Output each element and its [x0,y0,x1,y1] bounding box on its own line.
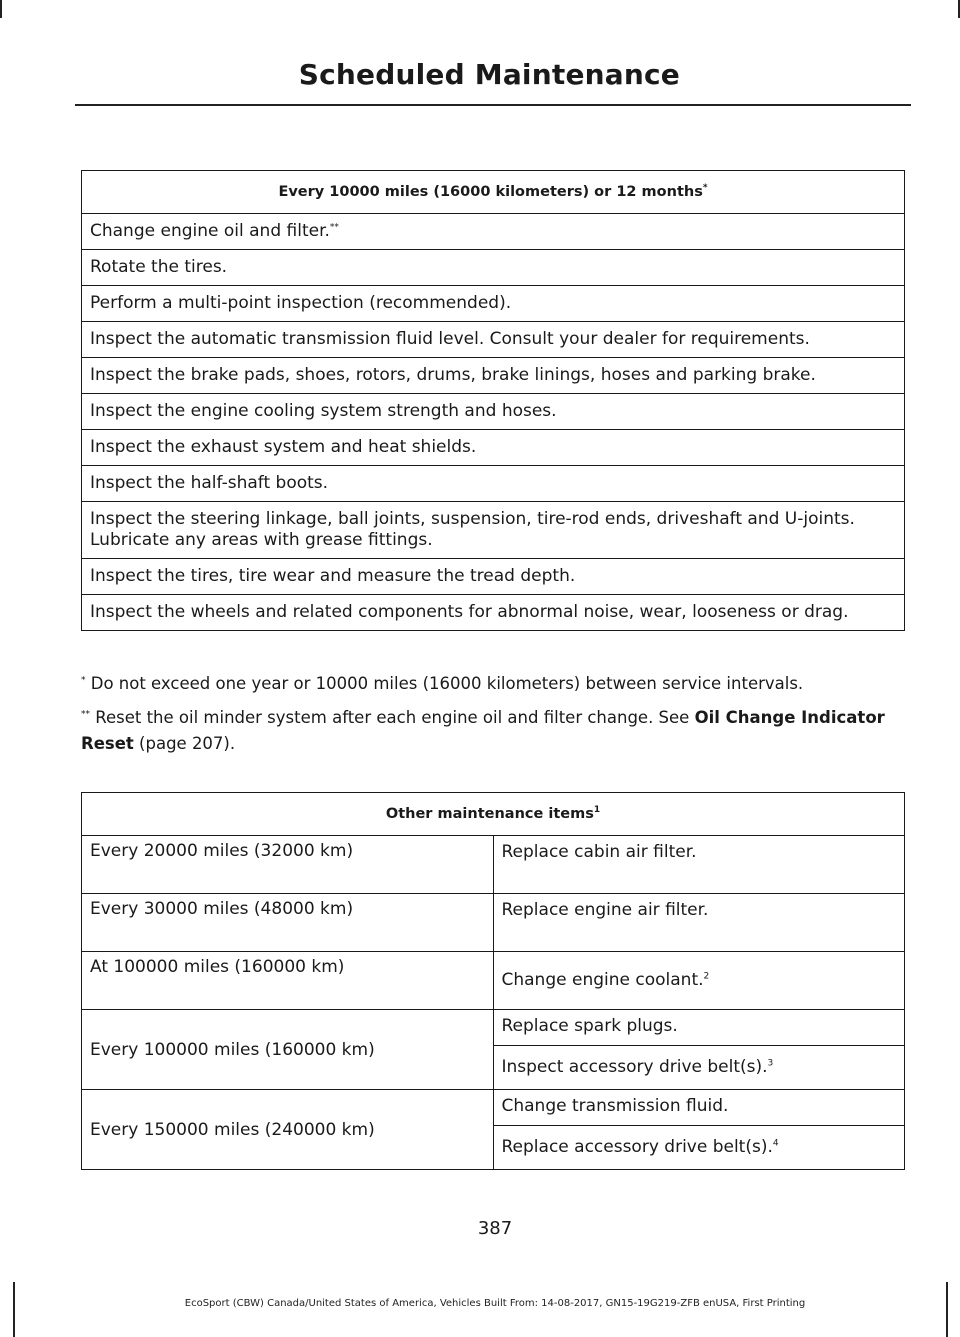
table-heading: Every 10000 miles (16000 kilometers) or 12 months* [82,171,905,214]
task-cell: Replace spark plugs. [493,1010,905,1046]
interval-cell: At 100000 miles (160000 km) [82,952,494,1010]
table-row: Inspect the wheels and related components for abnormal noise, wear, looseness or drag. [82,595,905,631]
interval-cell: Every 20000 miles (32000 km) [82,836,494,894]
table-row [82,836,905,894]
table-heading: Other maintenance items$^1$ [82,793,905,836]
other-maintenance-table [81,792,905,1170]
maintenance-table-10000-miles [81,170,905,631]
table-row [82,1090,905,1126]
footnote-2: ** Reset the oil minder system after each engine oil and filter change. See Oil Change Indicator Reset (page 207). [81,708,885,753]
crop-mark-top-right [958,0,960,18]
interval-cell: Every 100000 miles (160000 km) [82,1010,494,1090]
table-row: Inspect the steering linkage, ball joints, suspension, tire-rod ends, driveshaft and U-joints. Lubricate any areas with grease fittings. [82,502,905,559]
table-row [82,894,905,952]
table-row: Inspect the half-shaft boots. [82,466,905,502]
table-row: Rotate the tires. [82,250,905,286]
table-row: Inspect the engine cooling system strength and hoses. [82,394,905,430]
title-divider [75,104,911,106]
table-row: Change engine oil and filter.** [82,214,905,250]
table-row: Inspect the automatic transmission fluid level. Consult your dealer for requirements. [82,322,905,358]
task-cell: Change transmission fluid. [493,1090,905,1126]
page-title: Scheduled Maintenance [298,58,680,91]
table-header-row [82,793,905,836]
task-cell: Replace engine air filter. [493,894,905,952]
crop-mark-bottom-right [946,1282,948,1337]
table-row [82,952,905,1010]
footer-text: EcoSport (CBW) Canada/United States of America, Vehicles Built From: 14-08-2017, GN15-19G219-ZFB enUSA, First Printing [184,1298,806,1309]
table-row: Inspect the exhaust system and heat shields. [82,430,905,466]
interval-cell: Every 30000 miles (48000 km) [82,894,494,952]
task-cell: Change engine coolant.$^2$ [493,952,905,1010]
task-cell: Inspect accessory drive belt(s).$^3$ [493,1046,905,1090]
table-row: Perform a multi-point inspection (recommended). [82,286,905,322]
interval-cell: Every 150000 miles (240000 km) [82,1090,494,1170]
task-cell: Replace cabin air filter. [493,836,905,894]
crop-mark-top-left [0,0,2,18]
cross-reference-link[interactable]: Oil Change Indicator Reset [81,708,885,753]
page-number: 387 [477,1218,513,1239]
table-row: Inspect the brake pads, shoes, rotors, drums, brake linings, hoses and parking brake. [82,358,905,394]
footnote-1: * Do not exceed one year or 10000 miles (16000 kilometers) between service intervals. [81,674,804,693]
table-row [82,1010,905,1046]
table-row: Inspect the tires, tire wear and measure the tread depth. [82,559,905,595]
crop-mark-bottom-left [13,1282,15,1337]
table-header-row [82,171,905,214]
task-cell: Replace accessory drive belt(s).$^4$ [493,1126,905,1170]
